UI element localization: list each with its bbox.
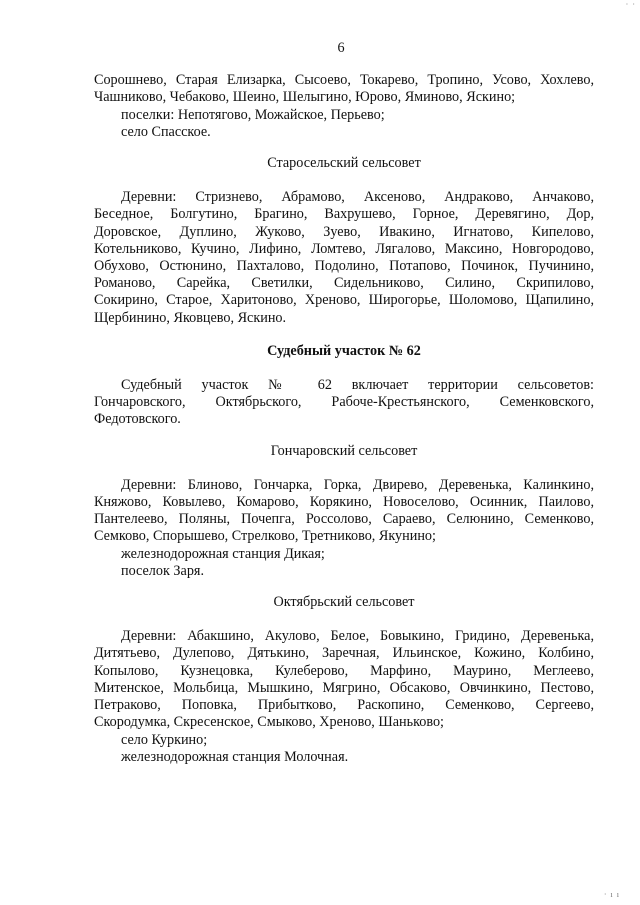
starosel-line: Романово, Сарейка, Светилки, Сидельниково, Силино, Скрипилово, (94, 275, 594, 292)
court-section-heading: Судебный участок № 62 (267, 342, 421, 359)
starosel-line: Обухово, Остюнино, Пахталово, Подолино, Потапово, Починок, Пучинино, (94, 258, 594, 275)
document-page (94, 40, 594, 766)
intro-line: Сорошнево, Старая Елизарка, Сысоево, Токарево, Тропино, Усово, Хохлево, (94, 72, 594, 89)
section-heading-starosel: Старосельский сельсовет (267, 155, 421, 172)
oktyabr-line: Деревни: Абакшино, Акулово, Белое, Бовыкино, Гридино, Деревенька, (121, 628, 594, 645)
page-corner-mark: · · (625, 0, 636, 9)
starosel-line: Котельниково, Кучино, Лифино, Ломтево, Лягалово, Максино, Новгородово, (94, 240, 594, 257)
court-section-line: Федотовского. (94, 411, 181, 428)
intro-paragraph (94, 72, 594, 141)
oktyabr-railway-station: железнодорожная станция Молочная. (121, 748, 349, 765)
section-heading-oktyabr: Октябрьский сельсовет (273, 594, 415, 611)
oktyabr-line: Дитятьево, Дулепово, Дятькино, Заречная, Ильинское, Кожино, Колбино, (94, 645, 594, 662)
goncharov-line: Семково, Спорышево, Стрелково, Третниково, Якунино; (94, 528, 436, 545)
oktyabr-line: Петраково, Поповка, Прибытково, Раскопино, Семенково, Сергеево, (94, 697, 594, 714)
page-corner-mark: · ı ı (603, 890, 620, 899)
page-number: 6 (337, 40, 345, 56)
starosel-line: Беседное, Болгутино, Брагино, Вахрушево, Горное, Деревягино, Дор, (94, 206, 594, 223)
section-heading-goncharov: Гончаровский сельсовет (270, 442, 418, 459)
goncharov-paragraph (94, 477, 594, 580)
oktyabr-line: Митенское, Мольбица, Мышкино, Мягрино, Обсаково, Овчинкино, Пестово, (94, 679, 594, 696)
intro-line: Чашниково, Чебаково, Шеино, Шелыгино, Юрово, Яминово, Яскино; (94, 89, 516, 106)
court-section-paragraph (94, 377, 594, 429)
court-section-line: Судебный участок № 62 включает территории сельсоветов: (121, 377, 594, 394)
oktyabr-paragraph (94, 628, 594, 766)
goncharov-line: Деревни: Блиново, Гончарка, Горка, Двирево, Деревенька, Калинкино, (121, 476, 594, 493)
goncharov-settlement: поселок Заря. (121, 562, 204, 579)
starosel-line: Доровское, Дуплино, Жуково, Зуево, Ивакино, Игнатово, Кипелово, (94, 223, 594, 240)
starosel-line: Щербинино, Яковцево, Яскино. (94, 309, 287, 326)
oktyabr-line: Копылово, Кузнецовка, Кулеберово, Марфино, Мауринo, Меглеево, (94, 662, 594, 679)
starosel-line: Сокирино, Старое, Харитоново, Хреново, Широгорье, Шоломово, Щапилино, (94, 292, 594, 309)
intro-village: село Спасское. (121, 123, 211, 140)
intro-settlements: поселки: Непотягово, Можайское, Перьево; (121, 106, 385, 123)
starosel-line: Деревни: Стризнево, Абрамово, Аксеново, Андраково, Анчаково, (121, 189, 594, 206)
oktyabr-village: село Куркино; (121, 731, 208, 748)
goncharov-railway-station: железнодорожная станция Дикая; (121, 545, 325, 562)
goncharov-line: Пантелеево, Поляны, Почепга, Россолово, Сараево, Селюнино, Семенково, (94, 511, 594, 528)
court-section-line: Гончаровского, Октябрьского, Рабоче-Крестьянского, Семенковского, (94, 394, 594, 411)
starosel-paragraph (94, 189, 594, 327)
goncharov-line: Княжово, Ковылево, Комарово, Корякино, Новоселово, Осинник, Паилово, (94, 494, 594, 511)
oktyabr-line: Скородумка, Скресенское, Смыково, Хреново, Шаньково; (94, 714, 444, 731)
